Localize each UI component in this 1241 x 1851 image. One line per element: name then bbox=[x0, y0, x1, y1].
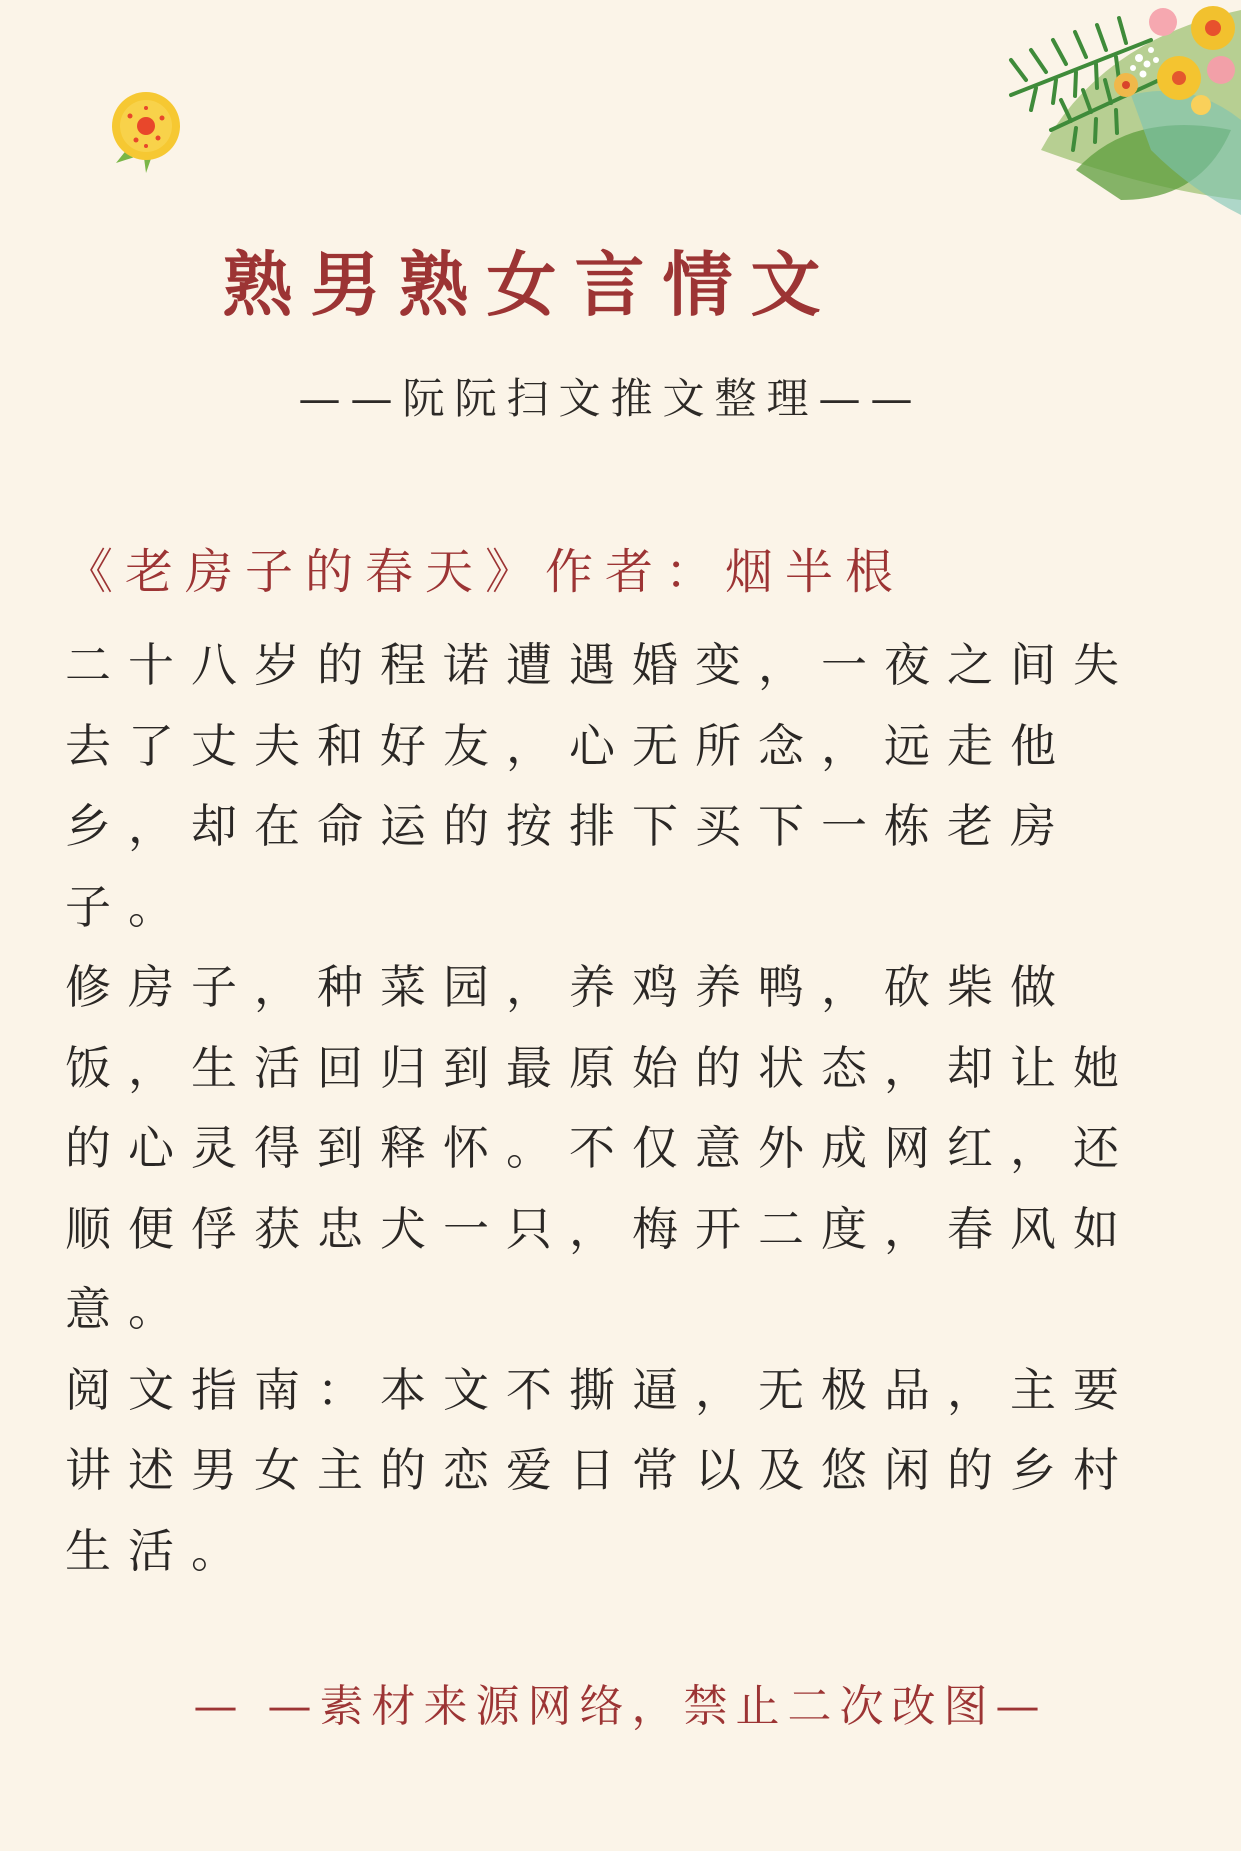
synopsis bbox=[65, 625, 1150, 1591]
synopsis-paragraph: 修房子，种菜园，养鸡养鸭，砍柴做饭，生活回归到最原始的状态，却让她的心灵得到释怀。不仅意外成网红，还顺便俘获忠犬一只，梅开二度，春风如意。 bbox=[65, 960, 1136, 1336]
flower-bouquet-icon bbox=[901, 0, 1241, 220]
reading-guide-paragraph: 阅文指南：本文不撕逼，无极品，主要讲述男女主的恋爱日常以及悠闲的乡村生活。 bbox=[65, 1362, 1136, 1578]
source-footer: — —素材来源网络，禁止二次改图— bbox=[193, 1681, 1048, 1732]
synopsis-paragraph: 二十八岁的程诺遭遇婚变，一夜之间失去了丈夫和好友，心无所念，远走他乡，却在命运的按排下买下一栋老房子。 bbox=[65, 638, 1136, 934]
page-title: 熟男熟女言情文 bbox=[222, 243, 839, 326]
book-title-line: 《老房子的春天》作者：烟半根 bbox=[65, 544, 906, 600]
yellow-flower-icon bbox=[88, 88, 188, 188]
subtitle: ——阮阮扫文推文整理—— bbox=[298, 374, 923, 423]
